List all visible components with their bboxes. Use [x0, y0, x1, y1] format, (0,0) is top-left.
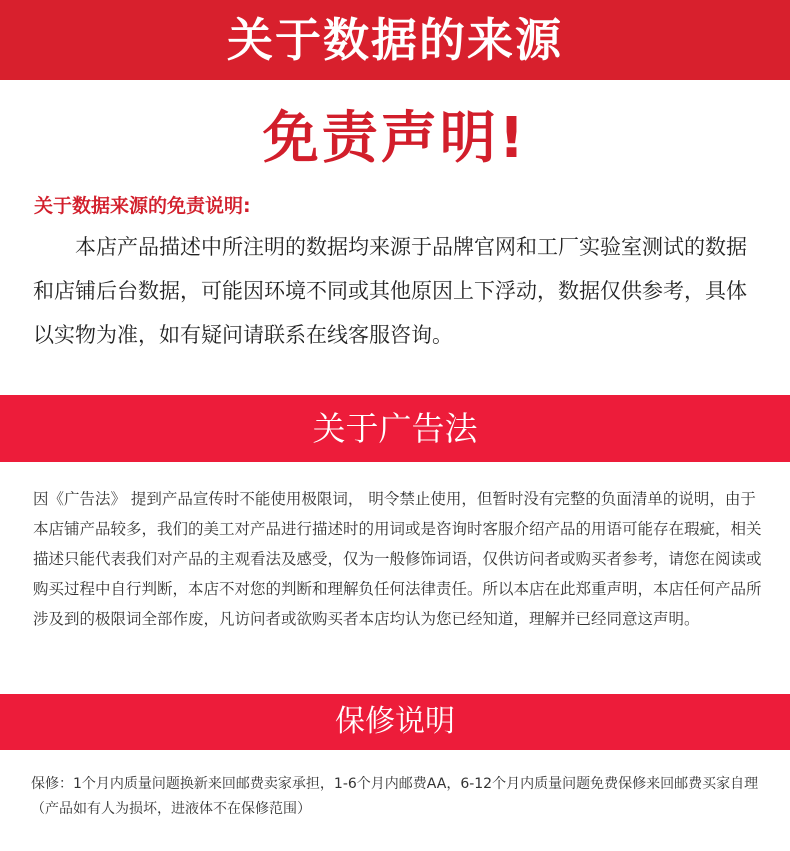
advertising-law-body: 因《广告法》 提到产品宣传时不能使用极限词， 明令禁止使用，但暂时没有完整的负面清单的说明，由于本店铺产品较多，我们的美工对产品进行描述时的用词或是咨询时客服介绍产品的用语可能存在瑕疵，相关描述只能代表我们对产品的主观看法及感受，仅为一般修饰词语，仅供访问者或购买者参考，请您在阅读或购买过程中自行判断，本店不对您的判断和理解负任何法律责任。所以本店在此郑重声明，本店任何产品所涉及到的极限词全部作废，凡访问者或欲购买者本店均认为您已经知道，理解并已经同意这声明。: [33, 490, 762, 628]
disclaimer-body: 本店产品描述中所注明的数据均来源于品牌官网和工厂实验室测试的数据和店铺后台数据，可能因环境不同或其他原因上下浮动，数据仅供参考，具体以实物为准，如有疑问请联系在线客服咨询。: [33, 235, 747, 347]
warranty-banner: 保修说明: [0, 694, 790, 750]
warranty-body: 保修：1个月内质量问题换新来回邮费卖家承担，1-6个月内邮费AA，6-12个月内质量问题免费保修来回邮费买家自理（产品如有人为损坏，进液体不在保修范围）: [31, 776, 759, 817]
disclaimer-title: 免责声明!: [262, 106, 528, 171]
disclaimer-heading: 关于数据来源的免责说明:: [34, 195, 251, 217]
header-banner: 关于数据的来源: [0, 0, 790, 80]
advertising-law-banner: 关于广告法: [0, 395, 790, 462]
